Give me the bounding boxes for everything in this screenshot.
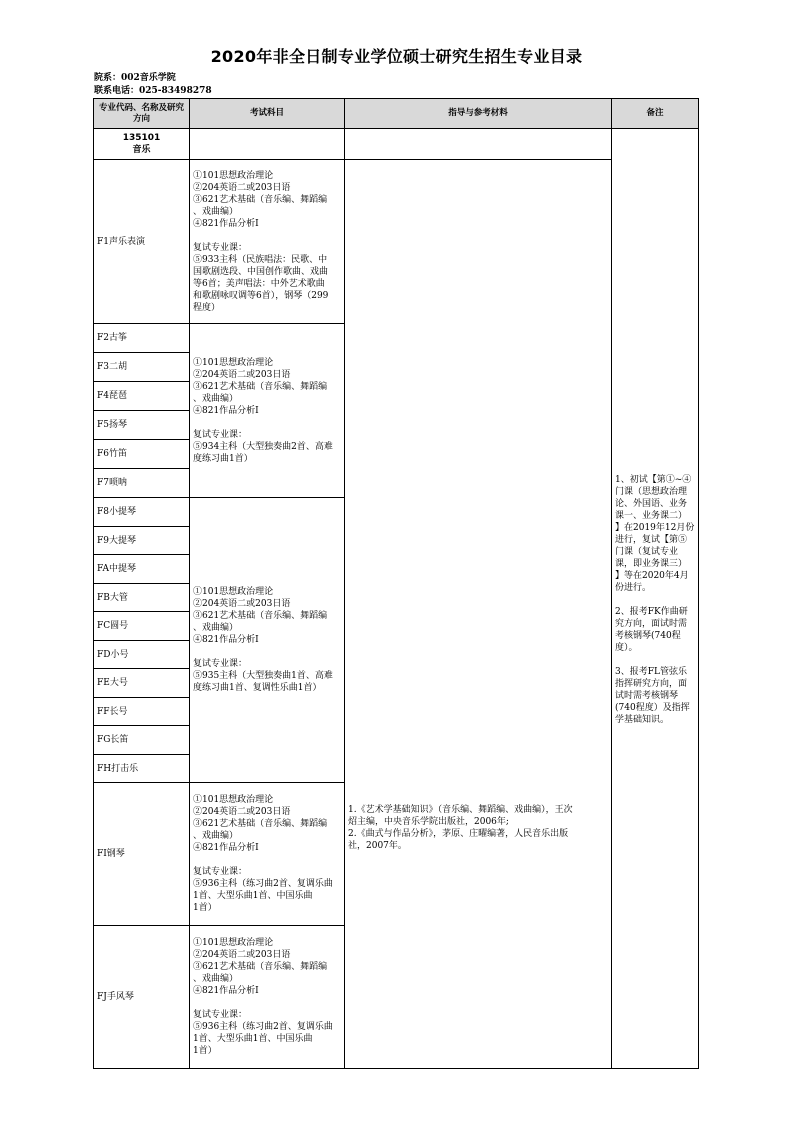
- direction-cell: FJ手风琴: [94, 926, 190, 1069]
- direction-cell: FA中提琴: [94, 555, 190, 584]
- header-exam: 考试科目: [190, 99, 345, 129]
- exam-cell-group-1: ①101思想政治理论 ②204英语二或203日语 ③621艺术基础（音乐编、舞蹈编 、戏曲编） ④821作品分析Ⅰ 复试专业课： ⑤933主科（民族唱法：民歌、中 国歌剧选段、中国创作歌曲、戏曲 等6首；美声唱法：中外艺术歌曲 和歌剧咏叹调等6首），钢琴（299 程度）: [190, 160, 345, 324]
- direction-cell: F3二胡: [94, 353, 190, 382]
- direction-cell: FE大号: [94, 669, 190, 698]
- note-2: 2、报考FK作曲研 究方向，面试时需 考核钢琴(740程 度）。: [615, 606, 688, 653]
- direction-cell: F6竹笛: [94, 440, 190, 469]
- direction-cell: F4琵琶: [94, 382, 190, 411]
- major-cell: [94, 129, 190, 160]
- direction-cell: FD小号: [94, 641, 190, 669]
- table-row: [94, 160, 699, 324]
- direction-cell: FB大管: [94, 584, 190, 612]
- page-title: 2020年非全日制专业学位硕士研究生招生专业目录: [210, 47, 583, 66]
- header-notes: 备注: [612, 99, 699, 129]
- direction-cell: FF长号: [94, 698, 190, 726]
- table-row: [94, 129, 699, 160]
- direction-cell: FC圆号: [94, 612, 190, 641]
- header-major: 专业代码、名称及研究方向: [94, 99, 190, 129]
- header-materials: 指导与参考材料: [345, 99, 612, 129]
- table-header-row: [94, 99, 699, 129]
- direction-cell: FH打击乐: [94, 755, 190, 783]
- note-3: 3、报考FL管弦乐 指挥研究方向，面 试时需考核钢琴 (740程度）及指挥 学基础知识。: [615, 666, 690, 725]
- phone-label: 联系电话：025-83498278: [94, 86, 212, 96]
- materials-cell: 1.《艺术学基础知识》（音乐编、舞蹈编、戏曲编），王次 炤主编，中央音乐学院出版社，2006年; 2.《曲式与作品分析》，茅原、庄曜编著，人民音乐出版 社，2007年。: [345, 160, 612, 1069]
- direction-cell: FG长笛: [94, 726, 190, 755]
- college-label: 院系：002音乐学院: [94, 73, 176, 83]
- exam-cell-group-5: ①101思想政治理论 ②204英语二或203日语 ③621艺术基础（音乐编、舞蹈编 、戏曲编） ④821作品分析Ⅰ 复试专业课： ⑤936主科（练习曲2首、复调乐曲 1首、大型乐曲1首、中国乐曲 1首）: [190, 926, 345, 1069]
- exam-cell-group-2: ①101思想政治理论 ②204英语二或203日语 ③621艺术基础（音乐编、舞蹈编 、戏曲编） ④821作品分析Ⅰ 复试专业课： ⑤934主科（大型独奏曲2首、高难 度练习曲1首）: [190, 324, 345, 498]
- major-name: 音乐: [132, 145, 151, 155]
- exam-cell-group-3: ①101思想政治理论 ②204英语二或203日语 ③621艺术基础（音乐编、舞蹈编 、戏曲编） ④821作品分析Ⅰ 复试专业课： ⑤935主科（大型独奏曲1首、高难 度练习曲1首、复调性乐曲1首）: [190, 498, 345, 783]
- direction-cell: F5扬琴: [94, 411, 190, 440]
- catalog-table: [93, 98, 699, 1069]
- note-1: 1、初试【第①~④ 门课（思想政治理 论、外国语、业务 课一、业务课二） 】在2019年12月份 进行，复试【第⑤ 门课（复试专业 课，即业务课三） 】等在2020年4月 份进行。: [615, 474, 695, 593]
- major-code: 135101: [122, 133, 161, 143]
- direction-cell: F1声乐表演: [94, 160, 190, 324]
- notes-cell: [612, 129, 699, 1069]
- direction-cell: F8小提琴: [94, 498, 190, 527]
- exam-cell-group-4: ①101思想政治理论 ②204英语二或203日语 ③621艺术基础（音乐编、舞蹈编 、戏曲编） ④821作品分析Ⅰ 复试专业课： ⑤936主科（练习曲2首、复调乐曲 1首、大型乐曲1首、中国乐曲 1首）: [190, 783, 345, 926]
- direction-cell: F9大提琴: [94, 527, 190, 555]
- direction-cell: F2古筝: [94, 324, 190, 353]
- direction-cell: F7唢呐: [94, 469, 190, 498]
- direction-cell: FI钢琴: [94, 783, 190, 926]
